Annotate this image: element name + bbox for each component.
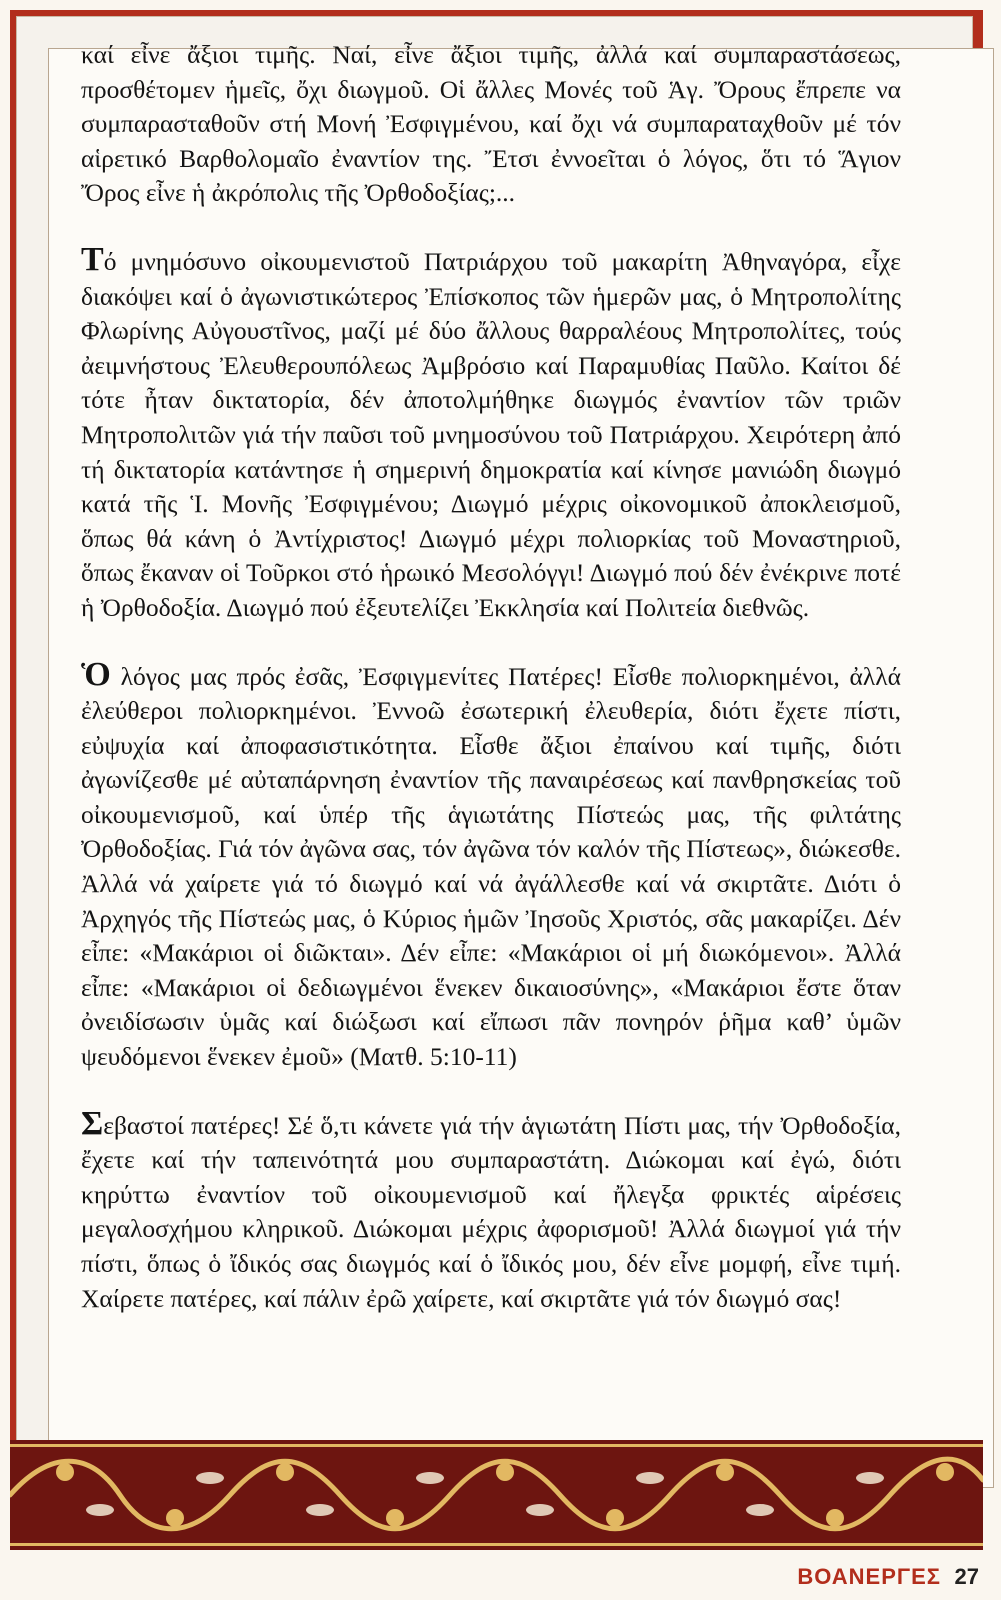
article-body [81,38,901,1316]
initial-letter: Σ [81,1104,104,1142]
decorative-ornament-band [10,1440,983,1550]
paragraph-3 [81,655,901,1075]
paragraph-text: εβαστοί πατέρες! Σέ ὅ,τι κάνετε γιά τήν ἁγιωτάτη Πίστι μας, τήν Ὀρθοδοξία, ἔχετε καί τήν ταπεινότητά μου συμπαραστάτη. Διώκομαι καί ἐγώ, διότι κηρύττω ἐναντίον τοῦ οἰκουμενισμοῦ καί ἤλεγξα φρικτές αἱρέσεις μεγαλοσχήμου κληρικοῦ. Διώκομαι μέχρις ἀφορισμοῦ! Ἀλλά διωγμοί γιά τήν πίστι, ὅπως ὁ ἴδικός σας διωγμός καί ὁ ἴδικός μου, δέν εἶνε μομφή, εἶνε τιμή. Χαίρετε πατέρες, καί πάλιν ἐρῶ χαίρετε, καί σκιρτᾶτε γιά τόν διωγμό σας! [81,1110,901,1313]
paragraph-text: ό μνημόσυνο οἰκουμενιστοῦ Πατριάρχου τοῦ μακαρίτη Ἀθηναγόρα, εἶχε διακόψει καί ὁ ἀγωνιστικώτερος Ἐπίσκοπος τῶν ἡμερῶν μας, ὁ Μητροπολίτης Φλωρίνης Αὐγουστῖνος, μαζί μέ δύο ἄλλους θαρραλέους Μητροπολίτες, τούς ἀειμνήστους Ἐλευθερουπόλεως Ἀμβρόσιο καί Παραμυθίας Παῦλο. Καίτοι δέ τότε ἦταν δικτατορία, δέν ἀποτολμήθηκε διωγμός ἐναντίον τῶν τριῶν Μητροπολιτῶν γιά τήν παῦσι τοῦ μνημοσύνου τοῦ Πατριάρχου. Χειρότερη ἀπό τή δικτατορία κατάντησε ἡ σημερινή δημοκρατία καί κίνησε μανιώδη διωγμό κατά τῆς Ἱ. Μονῆς Ἐσφιγμένου; Διωγμό μέχρις οἰκονομικοῦ ἀποκλεισμοῦ, ὅπως θά κάνη ὁ Ἀντίχριστος! Διωγμό μέχρι πολιορκίας τοῦ Μοναστηριοῦ, ὅπως ἔκαναν οἱ Τοῦρκοι στό ἡρωικό Μεσολόγγι! Διωγμό πού δέν ἐνέκρινε ποτέ ἡ Ὀρθοδοξία. Διωγμό πού ἐξευτελίζει Ἐκκλησία καί Πολιτεία διεθνῶς. [81,246,901,622]
page-number: 27 [954,1564,979,1589]
initial-letter: Τ [81,240,104,278]
paragraph-4 [81,1104,901,1317]
magazine-title: ΒΟΑΝΕΡΓΕΣ [797,1564,941,1589]
paragraph-2 [81,240,901,626]
paragraph-1: καί εἶνε ἄξιοι τιμῆς. Ναί, εἶνε ἄξιοι τιμῆς, ἀλλά καί συμπαραστάσεως, προσθέτομεν ἡμεῖς, ὄχι διωγμοῦ. Οἱ ἄλλες Μονές τοῦ Ἁγ. Ὄρους ἔπρεπε να συμπαρασταθοῦν στή Μονή Ἐσφιγμένου, καί ὄχι νά συμπαραταχθοῦν μέ τόν αἱρετικό Βαρθολομαῖο ἐναντίον της. Ἔτσι ἐννοεῖται ὁ λόγος, ὅτι τό Ἅγιον Ὄρος εἶνε ἡ ἀκρόπολις τῆς Ὀρθοδοξίας;... [81,40,901,208]
ornament-scroll-icon [10,1440,983,1550]
paragraph-text: λόγος μας πρός ἐσᾶς, Ἐσφιγμενίτες Πατέρες! Εἶσθε πολιορκημένοι, ἀλλά ἐλεύθεροι πολιορκημένοι. Ἐννοῶ ἐσωτερική ἐλευθερία, διότι ἔχετε πίστι, εὐψυχία καί ἀποφασιστικότητα. Εἶσθε ἄξιοι ἐπαίνου καί τιμῆς, διότι ἀγωνίζεσθε μέ αὐταπάρνηση ἐναντίον τῆς παναιρέσεως καί πανθρησκείας τοῦ οἰκουμενισμοῦ, καί ὑπέρ τῆς ἁγιωτάτης Πίστεώς μας, τῆς φιλτάτης Ὀρθοδοξίας. Γιά τόν ἀγῶνα σας, τόν ἀγῶνα τόν καλόν τῆς Πίστεως», διώκεσθε. Ἀλλά νά χαίρετε γιά τό διωγμό καί νά ἀγάλλεσθε καί νά σκιρτᾶτε. Διότι ὁ Ἀρχηγός τῆς Πίστεώς μας, ὁ Κύριος ἡμῶν Ἰησοῦς Χριστός, σᾶς μακαρίζει. Δέν εἶπε: «Μακάριοι οἱ διῶκται». Δέν εἶπε: «Μακάριοι οἱ μή διωκόμενοι». Ἀλλά εἶπε: «Μακάριοι οἱ δεδιωγμένοι ἕνεκεν δικαιοσύνης», «Μακάριοι ἔστε ὅταν ὀνειδίσωσιν ὑμᾶς καί διώξωσι καί εἴπωσι πᾶν πονηρόν ῥῆμα καθ’ ὑμῶν ψευδόμενοι ἕνεκεν ἐμοῦ» (Ματθ. 5:10-11) [81,661,901,1072]
initial-letter: Ὁ [81,655,111,693]
